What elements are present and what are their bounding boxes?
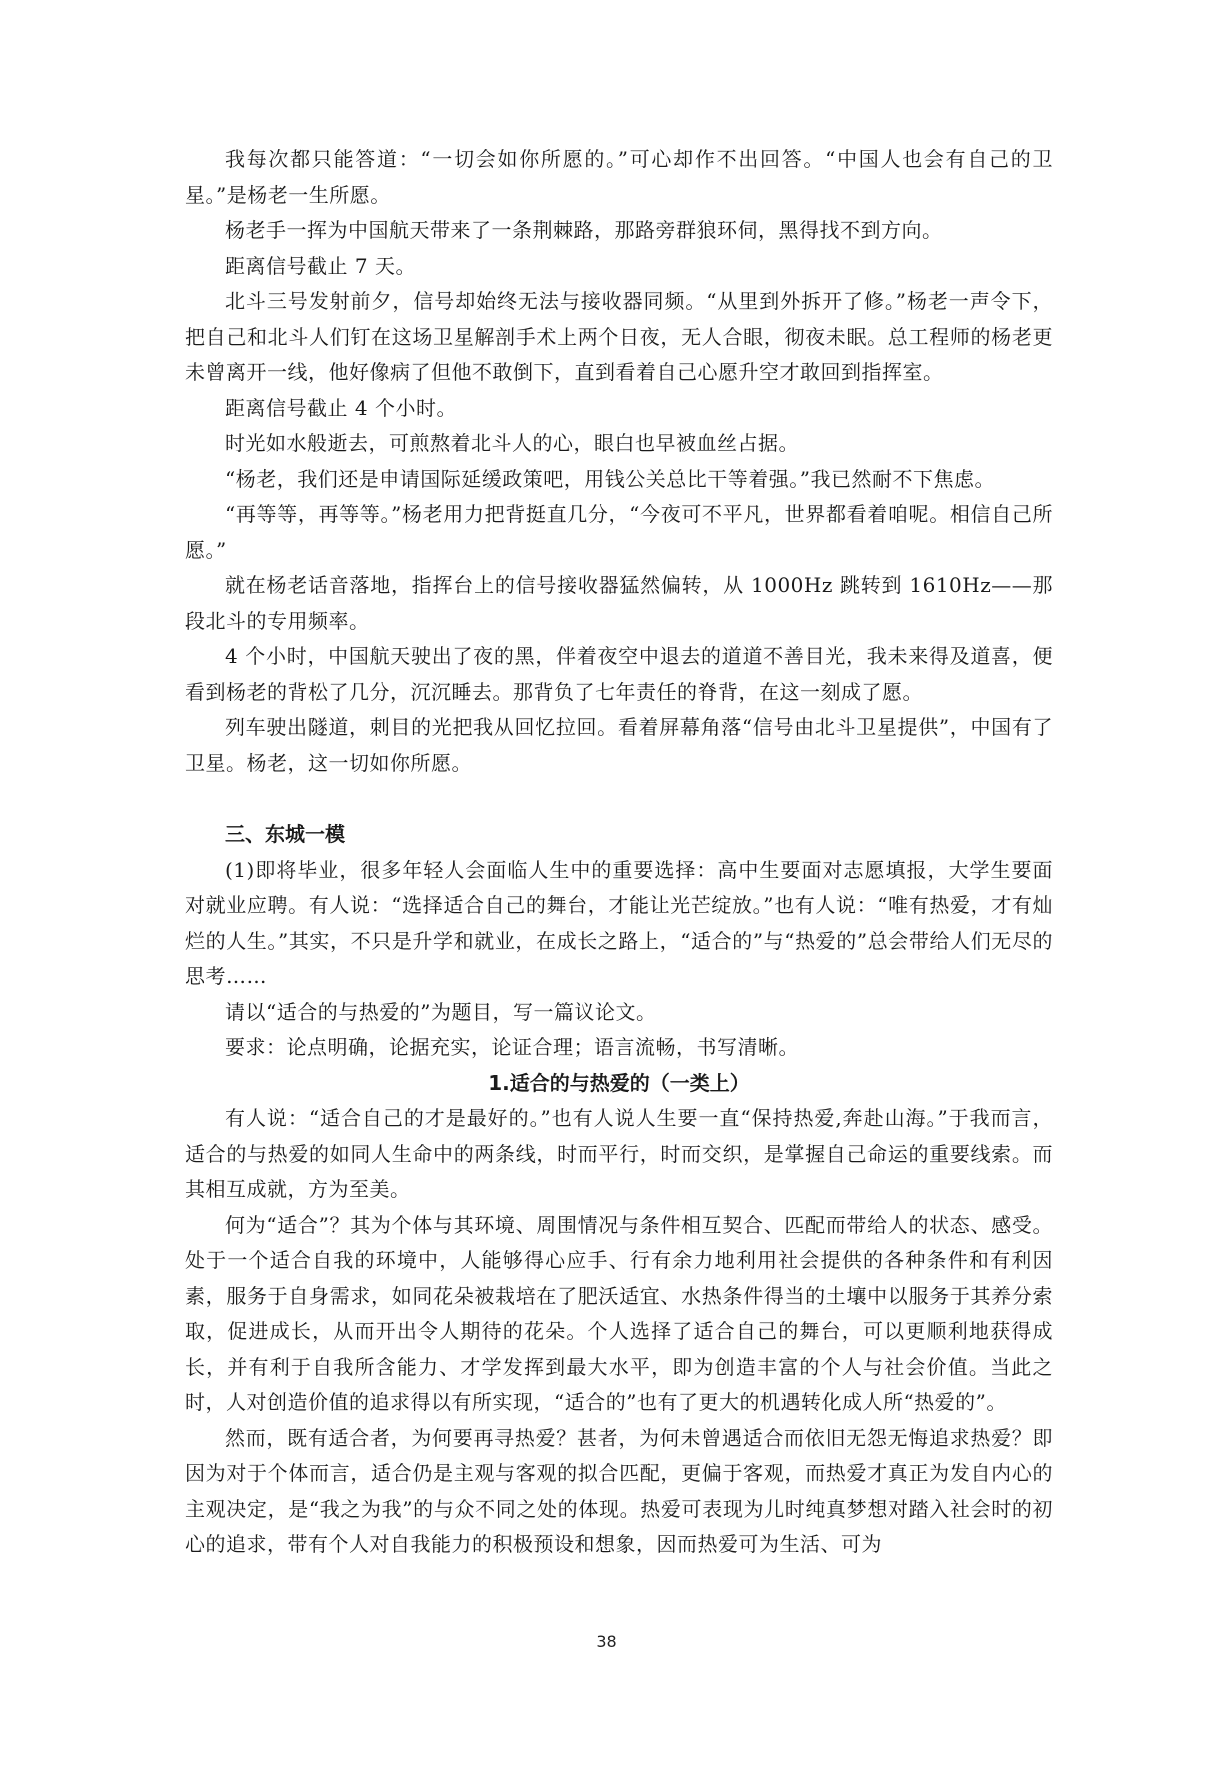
essay-paragraph: 何为“适合”？其为个体与其环境、周围情况与条件相互契合、匹配而带给人的状态、感受。处于一个适合自我的环境中，人能够得心应手、行有余力地利用社会提供的各种条件和有利因素，服务于自身需求，如同花朵被栽培在了肥沃适宜、水热条件得当的土壤中以服务于其养分索取，促进成长，从而开出令人期待的花朵。个人选择了适合自己的舞台，可以更顺利地获得成长，并有利于自我所含能力、才学发挥到最大水平，即为创造丰富的个人与社会价值。当此之时，人对创造价值的追求得以有所实现，“适合的”也有了更大的机遇转化成人所“热爱的”。 xyxy=(185,1212,1053,1414)
page-number: 38 xyxy=(596,1632,617,1651)
story-paragraph: 就在杨老话音落地，指挥台上的信号接收器猛然偏转，从 1000Hz 跳转到 1610Hz——那段北斗的专用频率。 xyxy=(185,573,1053,633)
story-paragraph: 距离信号截止 7 天。 xyxy=(225,253,416,278)
prompt-paragraph: 请以“适合的与热爱的”为题目，写一篇议论文。 xyxy=(225,999,657,1024)
section-gap xyxy=(185,781,1053,809)
story-section xyxy=(185,142,1053,781)
essay-paragraph: 然而，既有适合者，为何要再寻热爱？甚者，为何未曾遇适合而依旧无怨无悔追求热爱？即因为对于个体而言，适合仍是主观与客观的拟合匹配，更偏于客观，而热爱才真正为发自内心的主观决定，是“我之为我”的与众不同之处的体现。热爱可表现为儿时纯真梦想对踏入社会时的初心的追求，带有个人对自我能力的积极预设和想象，因而热爱可为生活、可为 xyxy=(185,1425,1053,1556)
essay-paragraph: 有人说：“适合自己的才是最好的。”也有人说人生要一直“保持热爱,奔赴山海。”于我而言，适合的与热爱的如同人生命中的两条线，时而平行，时而交织，是掌握自己命运的重要线索。而其相互成就，方为至美。 xyxy=(185,1106,1053,1201)
story-paragraph: “杨老，我们还是申请国际延缓政策吧，用钱公关总比干等着强。”我已然耐不下焦虑。 xyxy=(225,466,995,491)
exam-section xyxy=(185,817,1053,1563)
story-paragraph: 时光如水般逝去，可煎熬着北斗人的心，眼白也早被血丝占据。 xyxy=(225,431,799,455)
story-paragraph: “再等等，再等等。”杨老用力把背挺直几分，“今夜可不平凡，世界都看着咱呢。相信自己所愿。” xyxy=(185,502,1053,562)
essay-title: 1.适合的与热爱的（一类上） xyxy=(488,1070,750,1095)
story-paragraph: 我每次都只能答道：“一切会如你所愿的。”可心却作不出回答。“中国人也会有自己的卫星。”是杨老一生所愿。 xyxy=(185,147,1053,207)
prompt-paragraph: 要求：论点明确，论据充实，论证合理；语言流畅，书写清晰。 xyxy=(225,1035,799,1059)
story-paragraph: 列车驶出隧道，刺目的光把我从回忆拉回。看着屏幕角落“信号由北斗卫星提供”，中国有了卫星。杨老，这一切如你所愿。 xyxy=(185,715,1053,775)
story-paragraph: 4 个小时，中国航天驶出了夜的黑，伴着夜空中退去的道道不善目光，我未来得及道喜，便看到杨老的背松了几分，沉沉睡去。那背负了七年责任的脊背，在这一刻成了愿。 xyxy=(185,644,1053,704)
section-heading: 三、东城一模 xyxy=(225,822,345,846)
story-paragraph: 距离信号截止 4 个小时。 xyxy=(225,395,457,420)
prompt-paragraph: (1)即将毕业，很多年轻人会面临人生中的重要选择：高中生要面对志愿填报，大学生要面对就业应聘。有人说：“选择适合自己的舞台，才能让光芒绽放。”也有人说：“唯有热爱，才有灿烂的人生。”其实，不只是升学和就业，在成长之路上，“适合的”与“热爱的”总会带给人们无尽的思考…… xyxy=(185,857,1053,988)
story-paragraph: 北斗三号发射前夕，信号却始终无法与接收器同频。“从里到外拆开了修。”杨老一声令下，把自己和北斗人们钉在这场卫星解剖手术上两个日夜，无人合眼，彻夜未眠。总工程师的杨老更未曾离开一线，他好像病了但他不敢倒下，直到看着自己心愿升空才敢回到指挥室。 xyxy=(185,289,1053,384)
story-paragraph: 杨老手一挥为中国航天带来了一条荆棘路，那路旁群狼环伺，黑得找不到方向。 xyxy=(225,218,943,242)
